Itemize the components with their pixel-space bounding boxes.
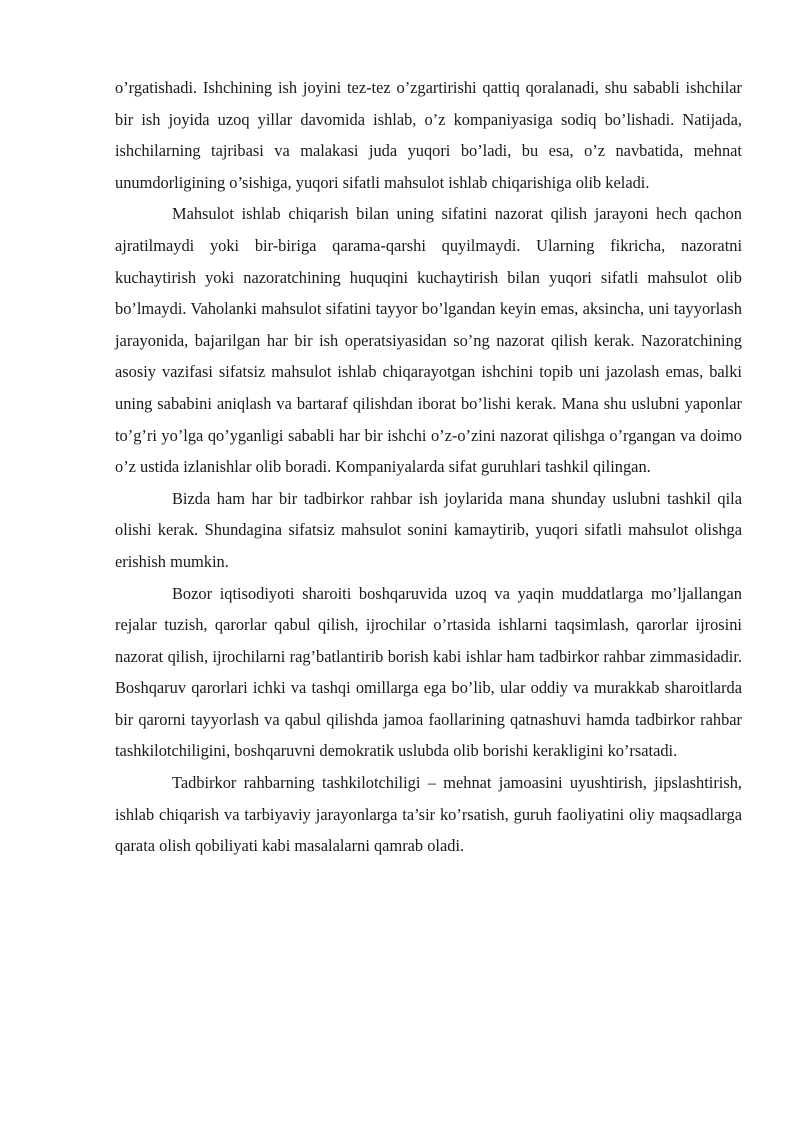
paragraph-market-management: Bozor iqtisodiyoti sharoiti boshqaruvida uzoq va yaqin muddatlarga mo’ljallangan rejalar tuzish, qarorlar qabul qilish, ijrochilar o’rtasida ishlarni taqsimlash, qarorlar ijrosini nazorat qilish, ijrochilarni rag’batlantirib borish kabi ishlar ham tadbirkor rahbar zimmasidadir. Boshqaruv qarorlari ichki va tashqi omillarga ega bo’lib, ular oddiy va murakkab sharoitlarda bir qarorni tayyorlash va qabul qilishda jamoa faollarining qatnashuvi hamda tadbirkor rahbar tashkilotchiligini, boshqaruvni demokratik uslubda olib borishi kerakligini ko’rsatadi. <box>115 583 742 761</box>
document-page <box>115 72 742 862</box>
paragraph-entrepreneur-method: Bizda ham har bir tadbirkor rahbar ish joylarida mana shunday uslubni tashkil qila olishi kerak. Shundagina sifatsiz mahsulot sonini kamaytirib, yuqori sifatli mahsulot olishga erishish mumkin. <box>115 488 742 571</box>
paragraph-quality-control: Mahsulot ishlab chiqarish bilan uning sifatini nazorat qilish jarayoni hech qachon ajratilmaydi yoki bir-biriga qarama-qarshi quyilmaydi. Ularning fikricha, nazoratni kuchaytirish yoki nazoratchining huquqini kuchaytirish bilan yuqori sifatli mahsulot olib bo’lmaydi. Vaholanki mahsulot sifatini tayyor bo’lgandan keyin emas, aksincha, uni tayyorlash jarayonida, bajarilgan har bir ish operatsiyasidan so’ng nazorat qilish kerak. Nazoratchining asosiy vazifasi sifatsiz mahsulot ishlab chiqarayotgan ishchini topib uni jazolash emas, balki uning sababini aniqlash va bartaraf qilishdan iborat bo’lishi kerak. Mana shu uslubni yaponlar to’g’ri yo’lga qo’yganligi sababli har bir ishchi o’z-o’zini nazorat qilishga o’rgangan va doimo o’z ustida izlanishlar olib boradi. Kompaniyalarda sifat guruhlari tashkil qilingan. <box>115 204 742 477</box>
paragraph-continuation: o’rgatishadi. Ishchining ish joyini tez-tez o’zgartirishi qattiq qoralanadi, shu sababli ishchilar bir ish joyida uzoq yillar davomida ishlab, o’z kompaniyasiga sodiq bo’lishadi. Natijada, ishchilarning tajribasi va malakasi juda yuqori bo’ladi, bu esa, o’z navbatida, mehnat unumdorligining o’sishiga, yuqori sifatli mahsulot ishlab chiqarishiga olib keladi. <box>115 78 742 192</box>
paragraph-organizational-skill: Tadbirkor rahbarning tashkilotchiligi – mehnat jamoasini uyushtirish, jipslashtirish, ishlab chiqarish va tarbiyaviy jarayonlarga ta’sir ko’rsatish, guruh faoliyatini oliy maqsadlarga qarata olish qobiliyati kabi masalalarni qamrab oladi. <box>115 773 742 856</box>
